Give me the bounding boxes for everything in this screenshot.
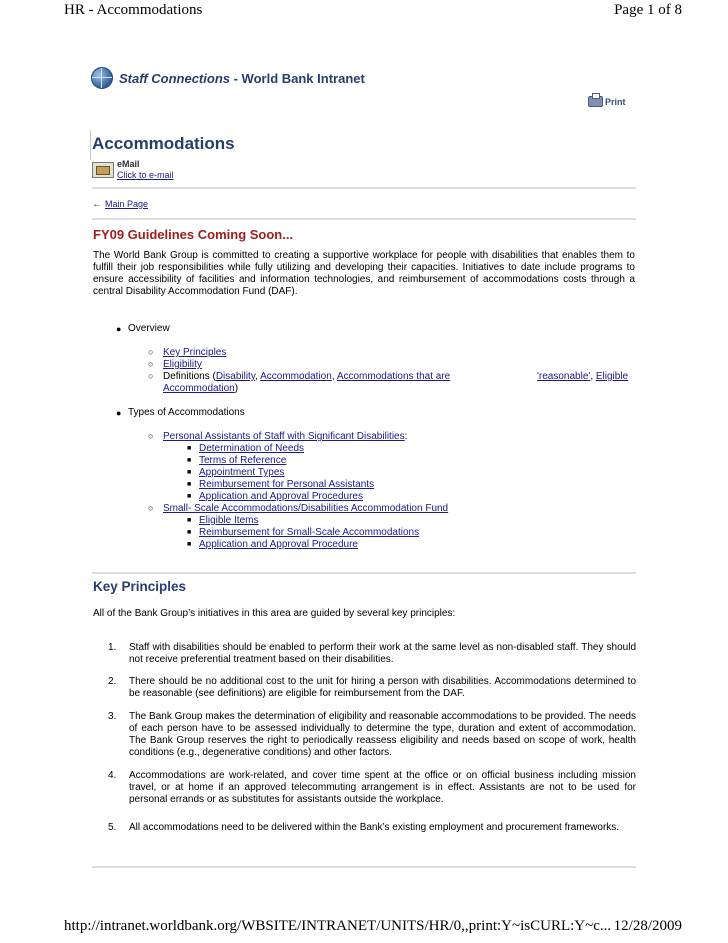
list-item: All accommodations need to be delivered within the Bank’s existing employment and procurement frameworks. <box>129 822 620 833</box>
bullet-icon: ● <box>116 408 122 418</box>
list-item: The Bank Group makes the determination of eligibility and reasonable accommodations to be provided. The needs of each person have to be assessed individually to determine the type, duration and extent of accommodation. The Bank Group reserves the right to periodically reassess eligibility and needs based on scope of work, health conditions (e.g., degenerative conditions) and other factors. <box>129 711 636 758</box>
overview-label: Overview <box>128 323 170 334</box>
email-icon[interactable] <box>92 162 114 178</box>
key-principles-intro: All of the Bank Group’s initiatives in this area are guided by several key principles: <box>93 608 456 619</box>
site-title <box>119 71 365 86</box>
globe-icon <box>91 67 113 89</box>
list-number: 3. <box>108 711 117 722</box>
email-link[interactable]: Click to e-mail <box>117 170 174 180</box>
small-scale-link[interactable]: Small- Scale Accommodations/Disabilities Accommodation Fund <box>163 503 449 514</box>
list-number: 5. <box>108 822 117 833</box>
list-number: 1. <box>108 642 117 653</box>
circle-bullet-icon: ○ <box>148 503 154 513</box>
back-arrow-icon[interactable]: ← <box>92 199 102 210</box>
list-number: 2. <box>108 676 117 687</box>
definitions-line: Definitions (Disability, Accommodation, Accommodations that are <box>163 371 451 382</box>
def-eligible-link[interactable]: Eligible <box>595 371 629 382</box>
intro-paragraph: The World Bank Group is committed to creating a supportive workplace for people with disabilities that enables them to fulfill their job responsibilities while fully utilizing and developing their capacities. Initiatives to date include programs to ensure accessibility of facilities and information technologies, and reimbursement of accommodations costs through a central Disability Accommodation Fund (DAF). <box>93 250 635 297</box>
fy09-heading: FY09 Guidelines Coming Soon... <box>93 227 294 242</box>
square-bullet-icon: ■ <box>187 445 192 452</box>
personal-assistants-link[interactable]: Personal Assistants of Staff with Significant Disabilities <box>163 431 405 442</box>
definitions-prefix: Definitions ( <box>163 371 216 382</box>
square-bullet-icon: ■ <box>187 481 192 488</box>
types-label: Types of Accommodations <box>128 407 245 418</box>
list-item: There should be no additional cost to the unit for hiring a person with disabilities. Accommodations determined to be reasonable (see definitions) are eligible for reimbursement from the DAF. <box>129 676 636 699</box>
printer-icon <box>588 96 603 107</box>
site-title-italic: Staff Connections <box>119 71 230 86</box>
circle-bullet-icon: ○ <box>148 347 154 357</box>
circle-bullet-icon: ○ <box>148 359 154 369</box>
key-principles-heading: Key Principles <box>93 579 187 594</box>
pa-item-link[interactable]: Determination of Needs <box>199 443 305 454</box>
def-accommodation-link[interactable]: Accommodation <box>260 371 332 382</box>
square-bullet-icon: ■ <box>187 517 192 524</box>
ss-item-link[interactable]: Reimbursement for Small-Scale Accommodations <box>199 527 420 538</box>
circle-bullet-icon: ○ <box>148 371 154 381</box>
personal-assistants-line: Personal Assistants of Staff with Significant Disabilities: <box>163 431 408 442</box>
definitions-suffix: ) <box>234 383 239 394</box>
list-item: Staff with disabilities should be enabled to perform their work at the same level as non-disabled staff. They should not receive preferential treatment based on their disabilities. <box>129 642 636 665</box>
pa-item-link[interactable]: Appointment Types <box>199 467 285 478</box>
ss-item-link[interactable]: Eligible Items <box>199 515 259 526</box>
divider <box>92 572 636 574</box>
print-footer-url: http://intranet.worldbank.org/WBSITE/INTRANET/UNITS/HR/0,,print:Y~isCURL:Y~c... <box>64 918 612 934</box>
page-title: Accommodations <box>92 134 235 153</box>
title-divider <box>90 130 91 160</box>
print-header-title: HR - Accommodations <box>64 2 203 18</box>
definitions-line-end: 'reasonable', Eligible <box>537 371 629 382</box>
square-bullet-icon: ■ <box>187 529 192 536</box>
print-label: Print <box>605 96 626 107</box>
site-title-rest: - World Bank Intranet <box>230 71 365 86</box>
divider <box>92 187 636 189</box>
key-principles-link[interactable]: Key Principles <box>163 347 227 358</box>
main-page-link[interactable]: Main Page <box>105 199 149 209</box>
definitions-line-2 <box>163 383 238 395</box>
list-item: Accommodations are work-related, and cover time spent at the office or on official business including mission travel, or at home if an approved telecommuting arrangement is in effect. Assistants are not to be used for personal errands or as substitutes for assistants outside the workplace. <box>129 770 636 805</box>
pa-item-link[interactable]: Reimbursement for Personal Assistants <box>199 479 375 490</box>
pa-item-link[interactable]: Terms of Reference <box>199 455 287 466</box>
def-eligible-link-2[interactable]: Accommodation <box>163 383 235 394</box>
square-bullet-icon: ■ <box>187 541 192 548</box>
print-footer-date: 12/28/2009 <box>613 918 682 934</box>
def-reasonable2-link[interactable]: 'reasonable' <box>537 371 591 382</box>
ss-item-link[interactable]: Application and Approval Procedure <box>199 539 358 550</box>
circle-bullet-icon: ○ <box>148 431 154 441</box>
email-label: eMail <box>117 159 140 169</box>
pa-item-link[interactable]: Application and Approval Procedures <box>199 491 363 502</box>
def-reasonable-link[interactable]: Accommodations that are <box>336 371 451 382</box>
def-disability-link[interactable]: Disability <box>215 371 256 382</box>
divider <box>92 218 636 220</box>
square-bullet-icon: ■ <box>187 469 192 476</box>
bullet-icon: ● <box>116 324 122 334</box>
list-number: 4. <box>108 770 117 781</box>
print-button[interactable] <box>588 96 626 107</box>
divider <box>92 866 636 868</box>
square-bullet-icon: ■ <box>187 493 192 500</box>
print-header-page-number: Page 1 of 8 <box>614 2 682 18</box>
eligibility-link[interactable]: Eligibility <box>163 359 202 370</box>
square-bullet-icon: ■ <box>187 457 192 464</box>
